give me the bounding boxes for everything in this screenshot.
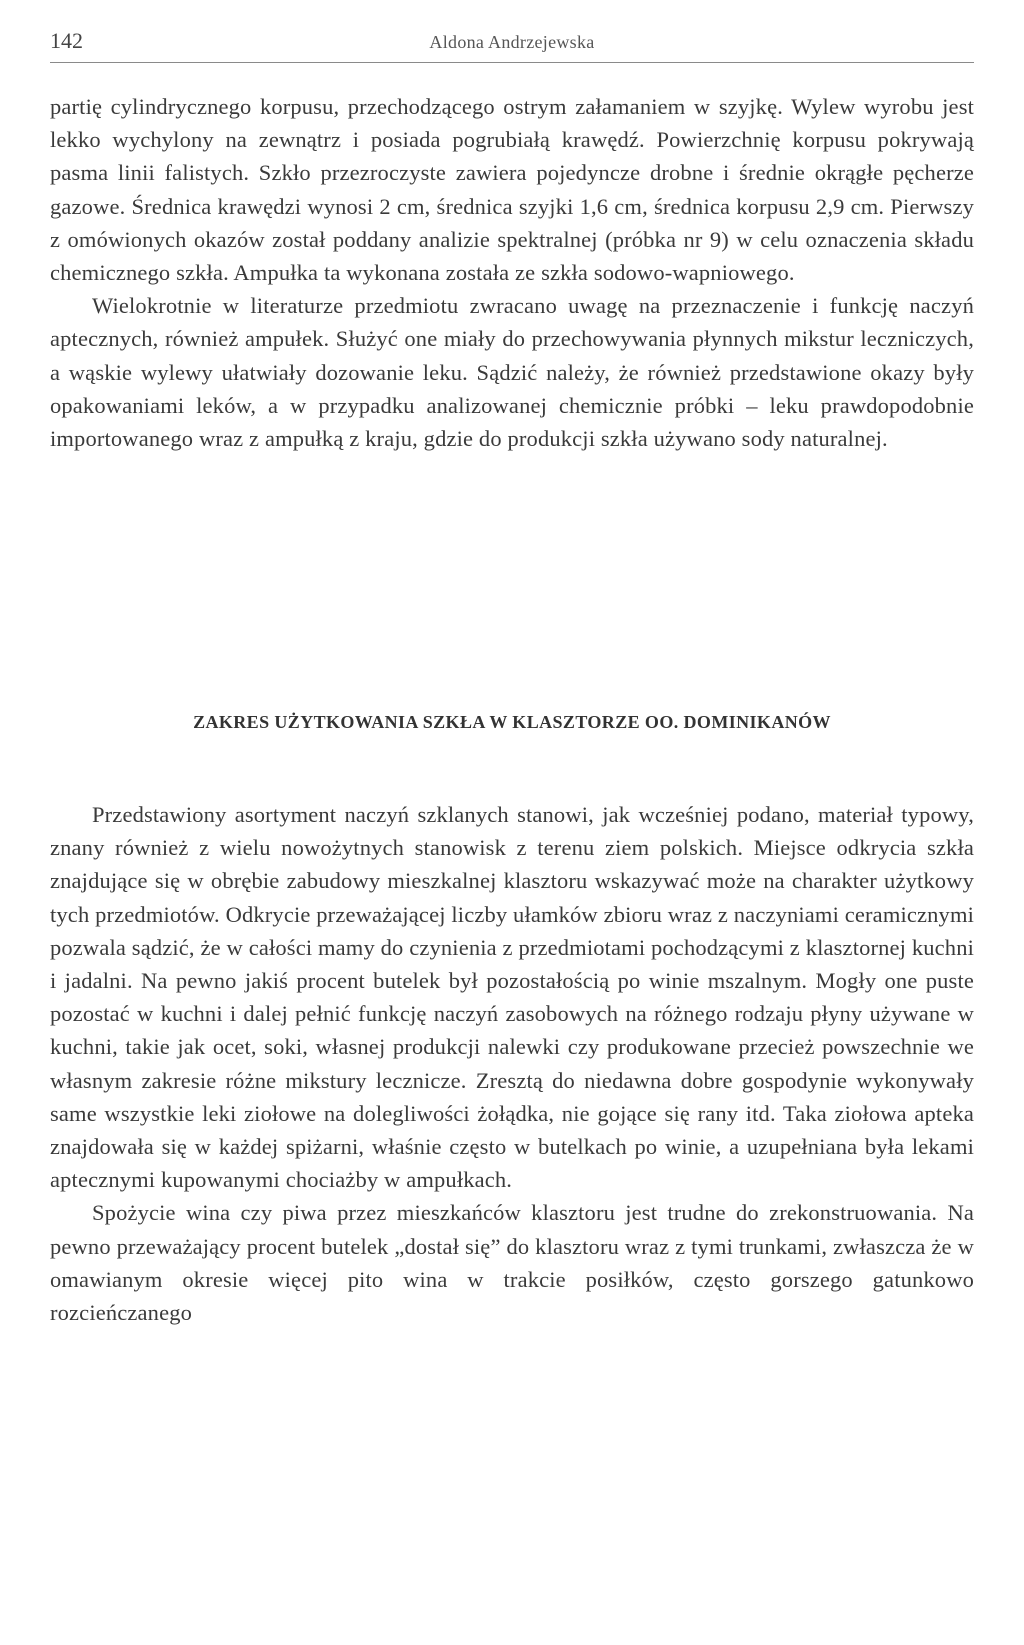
section-heading: ZAKRES UŻYTKOWANIA SZKŁA W KLASZTORZE OO. DOMINIKANÓW	[193, 712, 831, 732]
page-number: 142	[50, 28, 83, 53]
running-title-author: Aldona Andrzejewska	[429, 32, 595, 52]
paragraph: partię cylindrycznego korpusu, przechodzącego ostrym załamaniem w szyjkę. Wylew wyrobu jest lekko wychylony na zewnątrz i posiada pogrubiałą krawędź. Powierzchnię korpusu pokrywają pasma linii falistych. Szkło przezroczyste zawiera pojedyncze drobne i średnie okrągłe pęcherze gazowe. Średnica krawędzi wynosi 2 cm, średnica szyjki 1,6 cm, średnica korpusu 2,9 cm. Pierwszy z omówionych okazów został poddany analizie spektralnej (próbka nr 9) w celu oznaczenia składu chemicznego szkła. Ampułka ta wykonana została ze szkła sodowo-wapniowego.	[50, 94, 974, 286]
text-block-top	[50, 90, 974, 455]
paragraph: Wielokrotnie w literaturze przedmiotu zwracano uwagę na przeznaczenie i funkcję naczyń aptecznych, również ampułek. Służyć one miały do przechowywania płynnych mikstur leczniczych, a wąskie wylewy ułatwiały dozowanie leku. Sądzić należy, że również przedstawione okazy były opakowaniami leków, a w przypadku analizowanej chemicznie próbki – leku prawdopodobnie importowanego wraz z ampułką z kraju, gdzie do produkcji szkła używano sody naturalnej.	[50, 293, 974, 452]
paragraph: Spożycie wina czy piwa przez mieszkańców klasztoru jest trudne do zrekonstruowania. Na pewno przeważający procent butelek „dostał się” do klasztoru wraz z tymi trunkami, zwłaszcza że w omawianym okresie więcej pito wina w trakcie posiłków, często gorszego gatunkowo rozcieńczanego	[50, 1200, 974, 1326]
text-block-bottom	[50, 798, 974, 1329]
paragraph: Przedstawiony asortyment naczyń szklanych stanowi, jak wcześniej podano, materiał typowy, znany również z wielu nowożytnych stanowisk z terenu ziem polskich. Miejsce odkrycia szkła znajdujące się w obrębie zabudowy mieszkalnej klasztoru wskazywać może na charakter użytkowy tych przedmiotów. Odkrycie przeważającej liczby ułamków zbioru wraz z naczyniami ceramicznymi pozwala sądzić, że w całości mamy do czynienia z przedmiotami pochodzącymi z klasztornej kuchni i jadalni. Na pewno jakiś procent butelek był pozostałością po winie mszalnym. Mogły one puste pozostać w kuchni i dalej pełnić funkcję naczyń zasobowych na różnego rodzaju płyny używane w kuchni, takie jak ocet, soki, własnej produkcji nalewki czy produkowane przecież powszechnie we własnym zakresie różne mikstury lecznicze. Zresztą do niedawna dobre gospodynie wykonywały same wszystkie leki ziołowe na dolegliwości żołądka, nie gojące się rany itd. Taka ziołowa apteka znajdowała się w każdej spiżarni, właśnie często w butelkach po winie, a uzupełniana była lekami aptecznymi kupowanymi chociażby w ampułkach.	[50, 802, 974, 1193]
running-header	[50, 26, 974, 63]
